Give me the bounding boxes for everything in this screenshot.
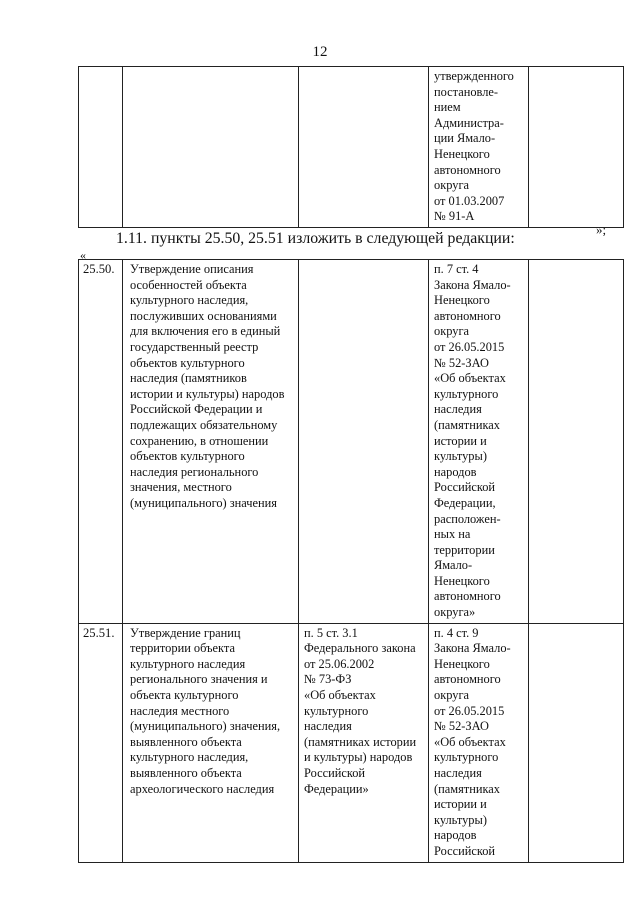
table-amended-items bbox=[78, 259, 624, 863]
cell-description bbox=[123, 67, 299, 228]
table-row bbox=[79, 260, 624, 624]
table-continuation bbox=[78, 66, 624, 228]
cell-empty bbox=[529, 67, 624, 228]
item-federal-basis bbox=[299, 260, 429, 624]
opening-quote: « bbox=[80, 248, 86, 262]
item-description: Утверждение описания особенностей объекта культурного наследия, послуживших основаниями для включения его в единый государственный реестр объектов культурного наследия (памятников истории и культуры) народов Российской Федерации и подлежащих обязательному сохранению, в отношении объектов культурного наследия регионального значения, местного (муниципального) значения bbox=[123, 260, 299, 624]
cell-number bbox=[79, 67, 123, 228]
cell-regional-basis: утвержденного постановле- нием Администра- ции Ямало- Ненецкого автономного округа от 01.03.2007 № 91-А bbox=[429, 67, 529, 228]
item-description: Утверждение границ территории объекта культурного наследия регионального значения и объекта культурного наследия местного (муниципального) значения, выявленного объекта культурного наследия, выявленного объекта археологического наследия bbox=[123, 623, 299, 862]
closing-quote: »; bbox=[596, 222, 607, 237]
item-federal-basis: п. 5 ст. 3.1 Федерального закона от 25.06.2002 № 73-ФЗ «Об объектах культурного наследия (памятниках истории и культуры) народов Российской Федерации» bbox=[299, 623, 429, 862]
item-regional-basis: п. 7 ст. 4 Закона Ямало- Ненецкого автономного округа от 26.05.2015 № 52-ЗАО «Об объектах культурного наследия (памятниках истории и культуры) народов Российской Федерации, расположен- ных на территории Ямало- Ненецкого автономного округа» bbox=[429, 260, 529, 624]
page-number: 12 bbox=[312, 44, 328, 60]
table-row bbox=[79, 623, 624, 862]
cell-empty bbox=[529, 623, 624, 862]
amendment-instruction: 1.11. пункты 25.50, 25.51 изложить в следующей редакции: bbox=[116, 230, 515, 247]
cell-federal-basis bbox=[299, 67, 429, 228]
cell-empty bbox=[529, 260, 624, 624]
item-number: 25.51. bbox=[79, 623, 123, 862]
table-row bbox=[79, 67, 624, 228]
item-number: 25.50. bbox=[79, 260, 123, 624]
item-regional-basis: п. 4 ст. 9 Закона Ямало- Ненецкого автономного округа от 26.05.2015 № 52-ЗАО «Об объектах культурного наследия (памятниках истории и культуры) народов Российской bbox=[429, 623, 529, 862]
